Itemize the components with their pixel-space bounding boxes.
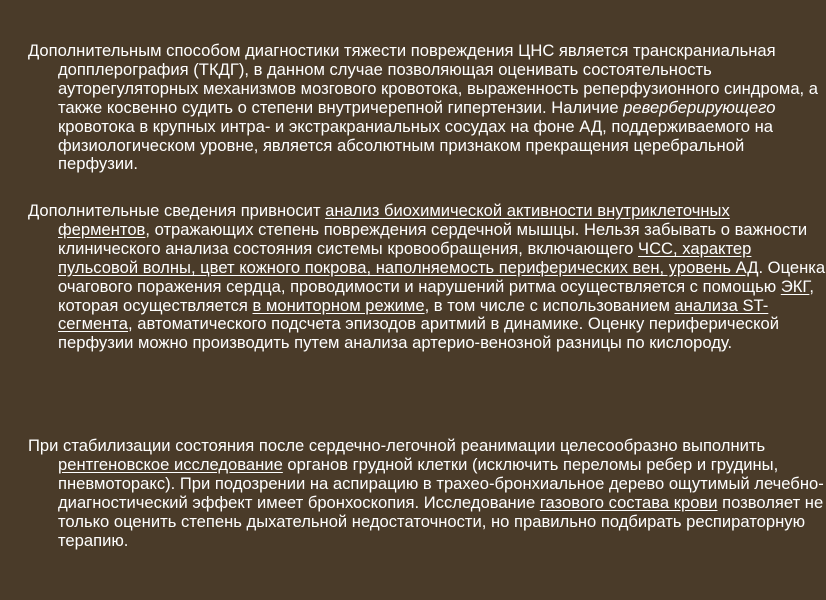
- paragraph-tkdg: [28, 42, 826, 174]
- underlined-term: газового состава крови: [539, 492, 718, 512]
- underlined-term: рентгеновское исследование: [58, 454, 283, 474]
- italic-term: реверберирующего: [623, 97, 776, 117]
- paragraph-enzymes-ecg: [28, 202, 826, 353]
- text-segment: , автоматического подсчета эпизодов аритмий в динамике. Оценку периферической перфузии можно производить путем анализа артерио-венозной разницы по кислороду.: [58, 314, 780, 353]
- text-segment: позволяет не только оценить степень дыхательной недостаточности, но правильно подбирать респираторную терапию.: [58, 492, 824, 550]
- text-segment: . Оценка очагового поражения сердца, проводимости и нарушений ритма осуществляется с помощью: [58, 257, 826, 296]
- text-segment: При стабилизации состояния после сердечно-легочной реанимации целесообразно выполнить: [28, 436, 766, 455]
- paragraph-stabilization: [28, 437, 826, 550]
- underlined-term: в мониторном режиме: [252, 295, 425, 315]
- text-segment: Дополнительным способом диагностики тяжести повреждения ЦНС является транскраниальная допплерография (ТКДГ), в данном случае позволяющая оценивать состоятельность ауторегуляторных механизмов мозгового кровотока, выраженность реперфузионного синдрома, а также косвенно судить о степени внутричерепной гипертензии. Наличие: [28, 41, 819, 117]
- text-segment: , отражающих степень повреждения сердечной мышцы. Нельзя забывать о важности клинического анализа состояния системы кровообращения, включающего: [58, 219, 808, 258]
- underlined-term: анализ биохимической активности внутриклеточных ферментов: [58, 201, 730, 239]
- underlined-term: анализа ST-сегмента: [58, 295, 769, 334]
- text-segment: Дополнительные сведения привносит: [28, 201, 326, 220]
- underlined-term: ЭКГ: [780, 276, 810, 296]
- underlined-term: ЧСС, характер пульсовой волны, цвет кожного покрова, наполняемость периферических вен, уровень АД: [58, 238, 759, 277]
- text-segment: кровотока в крупных интра- и экстракраниальных сосудах на фоне АД, поддерживаемого на физиологическом уровне, является абсолютным признаком прекращения церебральной перфузии.: [58, 116, 774, 174]
- text-segment: , в том числе с использованием: [424, 295, 675, 315]
- text-segment: , которая осуществляется: [58, 276, 814, 315]
- text-segment: органов грудной клетки (исключить переломы ребер и грудины, пневмоторакс). При подозрении на аспирацию в трахео-бронхиальное дерево ощутимый лечебно-диагностический эффект имеет бронхоскопия. Исследование: [58, 454, 824, 512]
